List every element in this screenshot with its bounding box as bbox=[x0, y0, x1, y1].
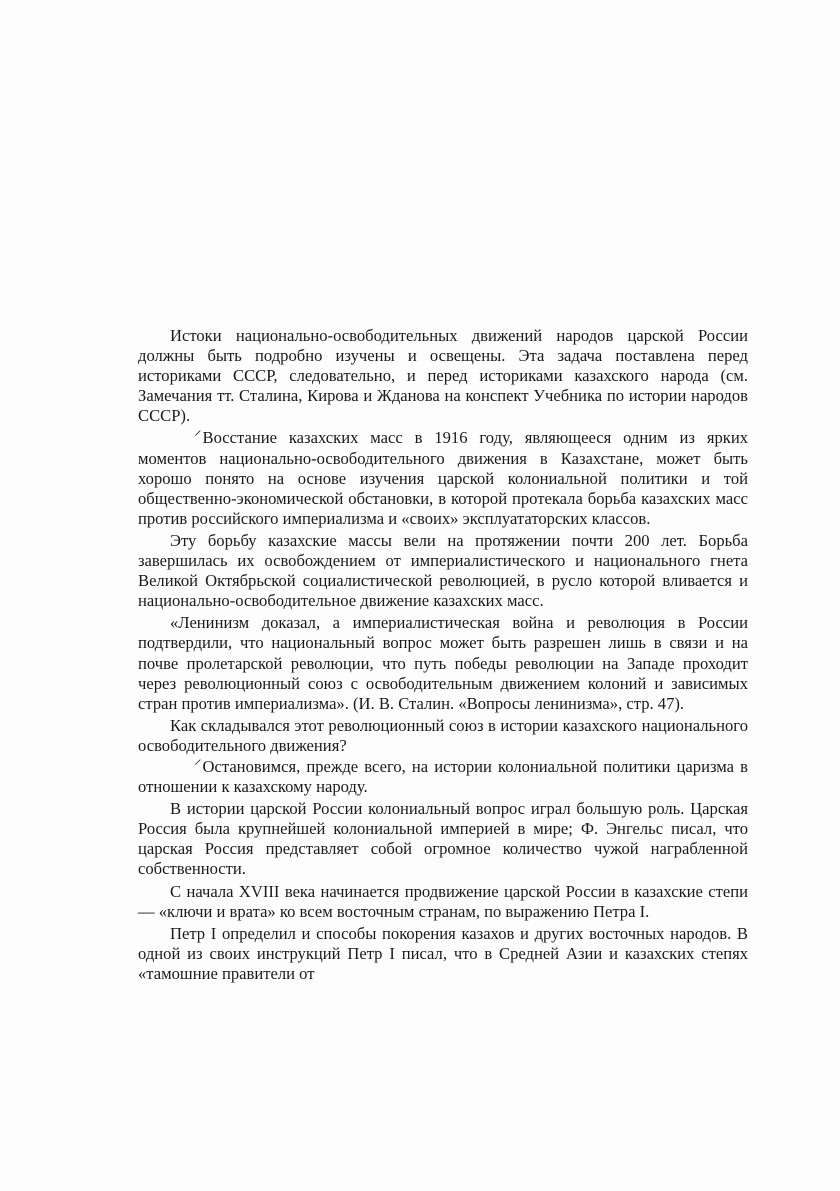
body-text bbox=[138, 326, 748, 986]
paragraph: Эту борьбу казахские массы вели на протяжении почти 200 лет. Борьба завершилась их освобождением от империалистического и национального гнета Великой Октябрьской социалистической революцией, в русло которой вливается и национально-освободительное движение казахских масс. bbox=[138, 530, 748, 611]
paragraph: С начала XVIII века начинается продвижение царской России в казахские степи — «ключи и врата» ко всем восточным странам, по выражению Петра I. bbox=[138, 881, 748, 921]
paragraph-text: Остановимся, прежде всего, на истории колониальной политики царизма в отношении к казахскому народу. bbox=[138, 756, 748, 797]
paragraph bbox=[138, 428, 748, 528]
paragraph: Как складывался этот революционный союз в истории казахского национального освободительного движения? bbox=[138, 715, 748, 755]
margin-mark-icon: ⸍ bbox=[194, 429, 202, 446]
paragraph bbox=[138, 757, 748, 797]
margin-mark-icon: ⸍ bbox=[194, 757, 202, 774]
paragraph-text: Восстание казахских масс в 1916 году, являющееся одним из ярких моментов национально-освободительного движения в Казахстане, может быть хорошо понято на основе изучения царской колониальной политики и той общественно-экономической обстановки, в которой протекала борьба казахских масс против российского империализма и «своих» эксплуататорских классов. bbox=[138, 428, 748, 528]
paragraph: Истоки национально-освободительных движений народов царской России должны быть подробно изучены и освещены. Эта задача поставлена перед историками СССР, следовательно, и перед историками казахского народа (см. Замечания тт. Сталина, Кирова и Жданова на конспект Учебника по истории народов СССР). bbox=[138, 326, 748, 426]
paragraph: «Ленинизм доказал, а империалистическая война и революция в России подтвердили, что национальный вопрос может быть разрешен лишь в связи и на почве пролетарской революции, что путь победы революции на Западе проходит через революционный союз с освободительным движением колоний и зависимых стран против империализма». (И. В. Сталин. «Вопросы ленинизма», стр. 47). bbox=[138, 613, 748, 713]
paragraph: В истории царской России колониальный вопрос играл большую роль. Царская Россия была крупнейшей колониальной империей в мире; Ф. Энгельс писал, что царская Россия представляет собой огромное количество чужой награбленной собственности. bbox=[138, 799, 748, 879]
paragraph: Петр I определил и способы покорения казахов и других восточных народов. В одной из своих инструкций Петр I писал, что в Средней Азии и казахских степях «тамошние правители от bbox=[138, 923, 748, 983]
